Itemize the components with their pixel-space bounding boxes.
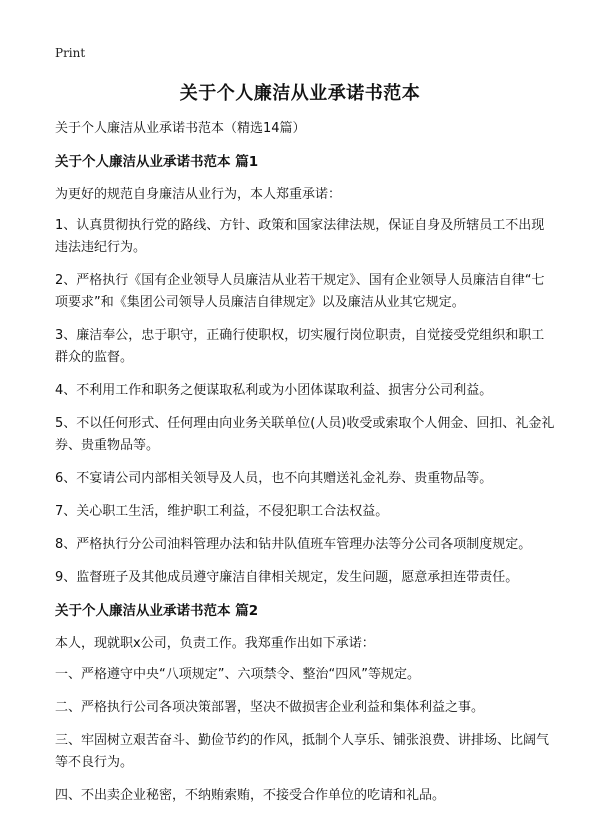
paragraph: 4、不利用工作和职务之便谋取私利或为小团体谋取利益、损害分公司利益。 [55, 383, 493, 398]
paragraph: 三、牢固树立艰苦奋斗、勤俭节约的作风，抵制个人享乐、铺张浪费、讲排场、比阔气等不良行为。 [55, 733, 550, 770]
paragraph: 7、关心职工生活，维护职工利益，不侵犯职工合法权益。 [55, 504, 389, 519]
paragraph: 5、不以任何形式、任何理由向业务关联单位(人员)收受或索取个人佣金、回扣、礼金礼券、贵重物品等。 [55, 416, 555, 453]
paragraph: 2、严格执行《国有企业领导人员廉洁从业若干规定》、国有企业领导人员廉洁自律“七项要求”和《集团公司领导人员廉洁自律规定》以及廉洁从业其它规定。 [55, 273, 545, 310]
paragraph: 3、廉洁奉公，忠于职守，正确行使职权，切实履行岗位职责，自觉接受党组织和职工群众的监督。 [55, 328, 545, 365]
paragraph: 四、不出卖企业秘密，不纳贿索贿，不接受合作单位的吃请和礼品。 [55, 788, 446, 803]
paragraph: 为更好的规范自身廉洁从业行为，本人郑重承诺： [55, 187, 342, 202]
paragraph: 6、不宴请公司内部相关领导及人员，也不向其赠送礼金礼券、贵重物品等。 [55, 471, 493, 486]
paragraph: 二、严格执行公司各项决策部署，坚决不做损害企业利益和集体利益之事。 [55, 700, 485, 715]
paragraph: 本人，现就职x公司，负责工作。我郑重作出如下承诺： [55, 636, 375, 651]
print-label: Print [55, 46, 86, 60]
paragraph: 1、认真贯彻执行党的路线、方针、政策和国家法律法规，保证自身及所辖员工不出现违法违纪行为。 [55, 218, 545, 255]
paragraph: 9、监督班子及其他成员遵守廉洁自律相关规定，发生问题，愿意承担连带责任。 [55, 570, 519, 585]
document-title: 关于个人廉洁从业承诺书范本 [179, 83, 421, 104]
document-body [55, 118, 555, 818]
section-heading: 关于个人廉洁从业承诺书范本 篇1 [55, 154, 259, 170]
section-heading: 关于个人廉洁从业承诺书范本 篇2 [55, 603, 259, 619]
paragraph: 一、严格遵守中央“八项规定”、六项禁令、整治“四风”等规定。 [55, 667, 420, 682]
document-subtitle: 关于个人廉洁从业承诺书范本（精选14篇） [55, 121, 306, 136]
paragraph: 8、严格执行分公司油料管理办法和钻井队值班车管理办法等分公司各项制度规定。 [55, 537, 532, 552]
